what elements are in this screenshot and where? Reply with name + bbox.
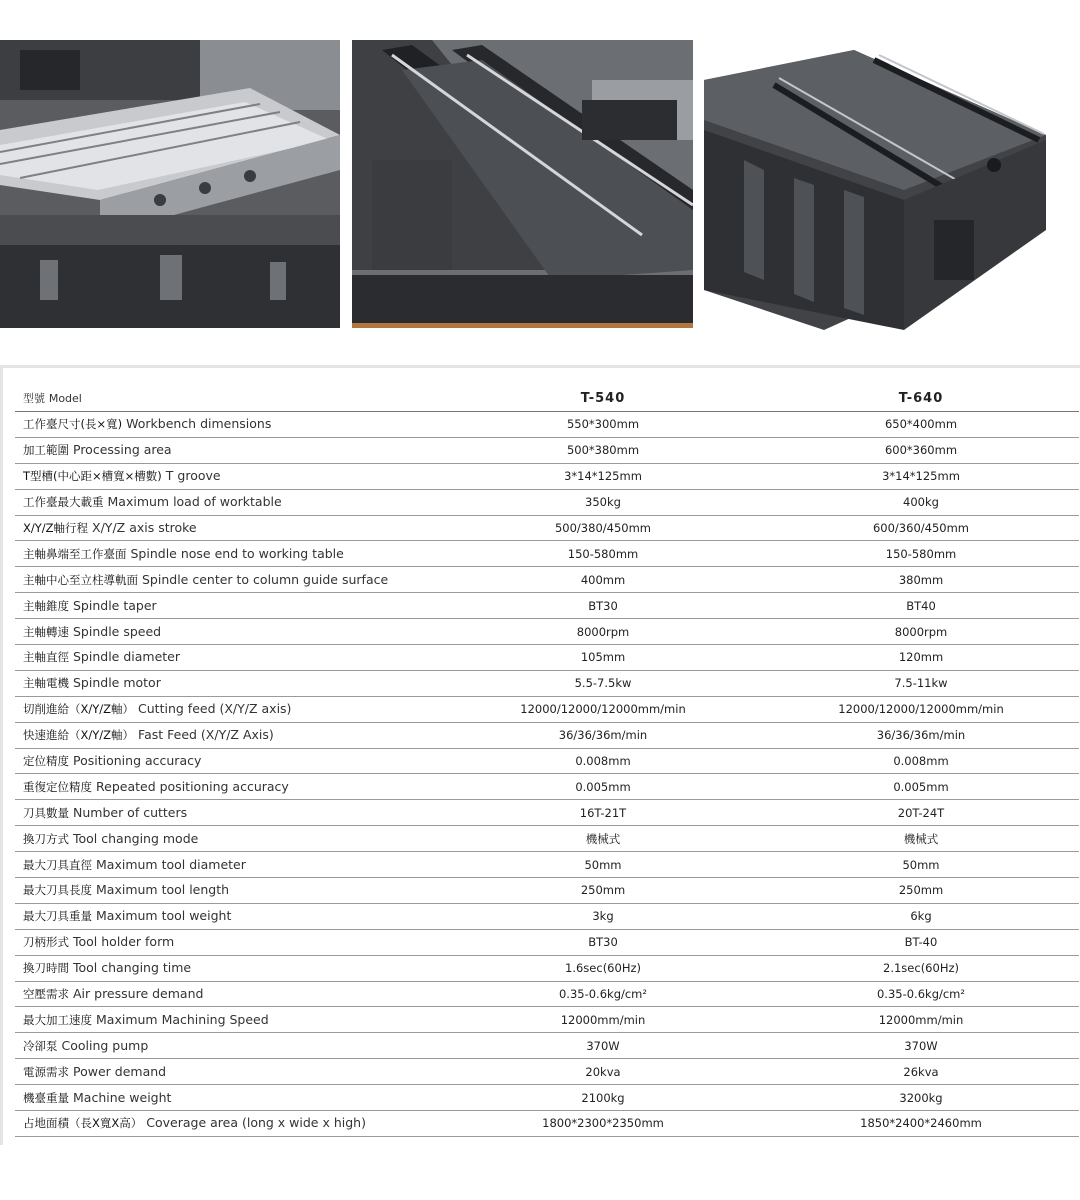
spec-value-model-1: 250mm <box>443 878 763 904</box>
spec-row <box>15 929 1079 955</box>
spec-row <box>15 567 1079 593</box>
spec-label-cell <box>15 929 443 955</box>
spec-row <box>15 826 1079 852</box>
spec-value-model-1: 8000rpm <box>443 619 763 645</box>
photo-strip <box>0 0 1080 340</box>
spec-label-zh: 工作臺最大載重 <box>23 495 104 510</box>
spec-row <box>15 878 1079 904</box>
spec-label-zh: 工作臺尺寸(長×寬) <box>23 417 123 432</box>
spec-label-zh: 主軸轉速 <box>23 624 69 639</box>
spec-label-cell <box>15 955 443 981</box>
spec-row <box>15 593 1079 619</box>
spec-label-en: Cutting feed (X/Y/Z axis) <box>138 701 292 717</box>
spec-label-cell <box>15 1033 443 1059</box>
spec-label-cell <box>15 515 443 541</box>
spec-row <box>15 774 1079 800</box>
spec-label-zh: 最大刀具直徑 <box>23 857 92 872</box>
spec-value-model-2: 0.008mm <box>763 748 1079 774</box>
spec-label-cell <box>15 696 443 722</box>
spec-label-zh: 主軸鼻端至工作臺面 <box>23 546 127 561</box>
spec-value-model-1: BT30 <box>443 593 763 619</box>
spec-value-model-1: 機械式 <box>443 826 763 852</box>
spec-value-model-1: 36/36/36m/min <box>443 722 763 748</box>
spec-label-cell <box>15 852 443 878</box>
spec-row <box>15 541 1079 567</box>
spec-label-zh: 最大刀具長度 <box>23 883 92 898</box>
spec-label-zh: 加工範圍 <box>23 443 69 458</box>
spec-label-cell <box>15 903 443 929</box>
spec-label-cell <box>15 412 443 438</box>
spec-label-en: Cooling pump <box>61 1037 149 1053</box>
spec-label-zh: 換刀方式 <box>23 831 69 846</box>
spec-label-cell <box>15 774 443 800</box>
spec-label-cell <box>15 645 443 671</box>
spec-label-en: Positioning accuracy <box>73 753 202 769</box>
spec-label-cell <box>15 981 443 1007</box>
spec-value-model-1: 150-580mm <box>443 541 763 567</box>
spec-row <box>15 722 1079 748</box>
spec-row <box>15 852 1079 878</box>
spec-row <box>15 412 1079 438</box>
spec-value-model-1: 350kg <box>443 489 763 515</box>
spec-label-en: Workbench dimensions <box>126 416 272 432</box>
spec-value-model-1: 20kva <box>443 1059 763 1085</box>
spec-label-en: Coverage area (long x wide x high) <box>146 1115 366 1131</box>
spec-row <box>15 903 1079 929</box>
spec-value-model-2: BT40 <box>763 593 1079 619</box>
spec-row <box>15 696 1079 722</box>
spec-label-cell <box>15 878 443 904</box>
spec-value-model-2: 380mm <box>763 567 1079 593</box>
spec-row <box>15 748 1079 774</box>
spec-label-zh: 機臺重量 <box>23 1090 69 1105</box>
spec-label-cell <box>15 1059 443 1085</box>
spec-value-model-2: 6kg <box>763 903 1079 929</box>
spec-label-en: Tool holder form <box>73 934 175 950</box>
spec-label-en: T groove <box>165 468 221 484</box>
spec-label-zh: 重復定位精度 <box>23 779 92 794</box>
spec-value-model-2: 20T-24T <box>763 800 1079 826</box>
model-label-en: Model <box>48 392 82 405</box>
spec-label-en: Tool changing time <box>73 960 192 976</box>
spec-label-cell <box>15 1007 443 1033</box>
spec-value-model-2: 250mm <box>763 878 1079 904</box>
spec-label-zh: 快速進給（X/Y/Z軸） <box>23 728 135 743</box>
spec-label-en: Number of cutters <box>73 804 188 820</box>
spec-value-model-2: 150-580mm <box>763 541 1079 567</box>
spec-row <box>15 670 1079 696</box>
spec-label-cell <box>15 670 443 696</box>
spec-value-model-2: 50mm <box>763 852 1079 878</box>
spec-label-zh: 主軸中心至立柱導軌面 <box>23 572 138 587</box>
spec-label-zh: 切削進給（X/Y/Z軸） <box>23 702 135 717</box>
spec-row <box>15 981 1079 1007</box>
spec-value-model-1: 3kg <box>443 903 763 929</box>
spec-value-model-2: 0.35-0.6kg/cm² <box>763 981 1079 1007</box>
spec-table-body <box>15 412 1079 1137</box>
spec-row <box>15 1007 1079 1033</box>
spec-label-cell <box>15 437 443 463</box>
spec-label-zh: 占地面積（長X寬X高） <box>23 1116 143 1131</box>
spec-label-cell <box>15 1085 443 1111</box>
spec-row <box>15 515 1079 541</box>
spec-label-cell <box>15 567 443 593</box>
spec-value-model-2: 370W <box>763 1033 1079 1059</box>
spec-label-cell <box>15 800 443 826</box>
machine-casting-bed-photo <box>704 40 1046 330</box>
spec-label-cell <box>15 748 443 774</box>
spec-label-en: Maximum Machining Speed <box>96 1011 269 1027</box>
machine-rail-base-photo <box>352 40 693 328</box>
spec-value-model-2: 8000rpm <box>763 619 1079 645</box>
spec-row <box>15 800 1079 826</box>
spec-label-zh: 定位精度 <box>23 754 69 769</box>
spec-value-model-1: 16T-21T <box>443 800 763 826</box>
spec-label-cell <box>15 722 443 748</box>
spec-value-model-1: 0.008mm <box>443 748 763 774</box>
spec-value-model-2: 400kg <box>763 489 1079 515</box>
spec-label-en: Repeated positioning accuracy <box>96 778 289 794</box>
spec-row <box>15 1085 1079 1111</box>
spec-value-model-1: 370W <box>443 1033 763 1059</box>
spec-label-zh: 冷卻泵 <box>23 1038 58 1053</box>
spec-value-model-1: 50mm <box>443 852 763 878</box>
spec-row <box>15 489 1079 515</box>
spec-label-en: Maximum tool weight <box>96 908 232 924</box>
spec-value-model-2: 36/36/36m/min <box>763 722 1079 748</box>
spec-label-zh: 主軸電機 <box>23 676 69 691</box>
spec-value-model-2: 2.1sec(60Hz) <box>763 955 1079 981</box>
spec-table <box>15 386 1079 1137</box>
spec-value-model-1: 12000mm/min <box>443 1007 763 1033</box>
spec-value-model-1: 1800*2300*2350mm <box>443 1111 763 1137</box>
spec-label-zh: 電源需求 <box>23 1064 69 1079</box>
spec-label-cell <box>15 826 443 852</box>
spec-value-model-2: 600*360mm <box>763 437 1079 463</box>
spec-value-model-1: 500*380mm <box>443 437 763 463</box>
spec-label-zh: 空壓需求 <box>23 987 69 1002</box>
spec-value-model-1: 3*14*125mm <box>443 463 763 489</box>
spec-label-zh: T型槽(中心距×槽寬×槽數) <box>23 469 162 484</box>
spec-label-cell <box>15 619 443 645</box>
spec-value-model-1: 5.5-7.5kw <box>443 670 763 696</box>
spec-value-model-1: 12000/12000/12000mm/min <box>443 696 763 722</box>
spec-value-model-1: 105mm <box>443 645 763 671</box>
spec-row <box>15 955 1079 981</box>
spec-value-model-2: 3*14*125mm <box>763 463 1079 489</box>
spec-row <box>15 1033 1079 1059</box>
spec-value-model-1: BT30 <box>443 929 763 955</box>
spec-row <box>15 645 1079 671</box>
spec-row <box>15 1059 1079 1085</box>
spec-label-en: Maximum tool length <box>96 882 230 898</box>
spec-label-zh: X/Y/Z軸行程 <box>23 521 89 535</box>
model-label-zh: 型號 <box>23 392 45 405</box>
spec-label-cell <box>15 463 443 489</box>
spec-label-en: Tool changing mode <box>73 830 199 846</box>
spec-label-cell <box>15 489 443 515</box>
spec-value-model-1: 2100kg <box>443 1085 763 1111</box>
spec-label-en: Spindle taper <box>73 597 157 613</box>
spec-value-model-2: 12000/12000/12000mm/min <box>763 696 1079 722</box>
spec-value-model-2: 1850*2400*2460mm <box>763 1111 1079 1137</box>
spec-label-en: Spindle motor <box>73 675 161 691</box>
spec-label-en: Maximum load of worktable <box>107 494 282 510</box>
spec-header-row <box>15 386 1079 412</box>
spec-label-en: Processing area <box>73 442 172 458</box>
spec-label-zh: 刀柄形式 <box>23 935 69 950</box>
model-name-1: T-540 <box>443 386 763 412</box>
spec-value-model-1: 400mm <box>443 567 763 593</box>
spec-label-zh: 主軸直徑 <box>23 650 69 665</box>
model-name-2: T-640 <box>763 386 1079 412</box>
spec-label-zh: 主軸錐度 <box>23 598 69 613</box>
spec-label-cell <box>15 1111 443 1137</box>
spec-label-en: Air pressure demand <box>73 986 204 1002</box>
spec-value-model-2: 3200kg <box>763 1085 1079 1111</box>
spec-label-en: Maximum tool diameter <box>96 856 246 872</box>
spec-table-panel <box>0 365 1080 1145</box>
spec-label-zh: 最大刀具重量 <box>23 909 92 924</box>
spec-label-zh: 刀具數量 <box>23 805 69 820</box>
spec-value-model-2: 650*400mm <box>763 412 1079 438</box>
spec-value-model-1: 0.005mm <box>443 774 763 800</box>
spec-label-cell <box>15 541 443 567</box>
spec-value-model-2: 0.005mm <box>763 774 1079 800</box>
spec-value-model-2: 機械式 <box>763 826 1079 852</box>
spec-value-model-2: 7.5-11kw <box>763 670 1079 696</box>
machine-worktable-photo <box>0 40 340 328</box>
spec-label-en: Machine weight <box>73 1089 172 1105</box>
spec-value-model-2: 120mm <box>763 645 1079 671</box>
spec-row <box>15 463 1079 489</box>
spec-label-en: Spindle speed <box>73 623 162 639</box>
spec-value-model-1: 550*300mm <box>443 412 763 438</box>
spec-label-en: Spindle diameter <box>73 649 181 665</box>
spec-value-model-2: 26kva <box>763 1059 1079 1085</box>
spec-label-en: Spindle center to column guide surface <box>142 571 389 587</box>
spec-label-en: Fast Feed (X/Y/Z Axis) <box>138 727 274 743</box>
model-label-cell <box>15 386 443 412</box>
spec-value-model-2: 12000mm/min <box>763 1007 1079 1033</box>
spec-label-zh: 換刀時間 <box>23 961 69 976</box>
spec-value-model-1: 1.6sec(60Hz) <box>443 955 763 981</box>
spec-label-en: Spindle nose end to working table <box>130 545 344 561</box>
spec-label-zh: 最大加工速度 <box>23 1012 92 1027</box>
spec-row <box>15 1111 1079 1137</box>
spec-label-cell <box>15 593 443 619</box>
spec-value-model-1: 0.35-0.6kg/cm² <box>443 981 763 1007</box>
spec-value-model-1: 500/380/450mm <box>443 515 763 541</box>
spec-row <box>15 437 1079 463</box>
spec-label-en: Power demand <box>73 1063 167 1079</box>
spec-value-model-2: 600/360/450mm <box>763 515 1079 541</box>
spec-label-en: X/Y/Z axis stroke <box>92 520 197 535</box>
spec-value-model-2: BT-40 <box>763 929 1079 955</box>
spec-row <box>15 619 1079 645</box>
